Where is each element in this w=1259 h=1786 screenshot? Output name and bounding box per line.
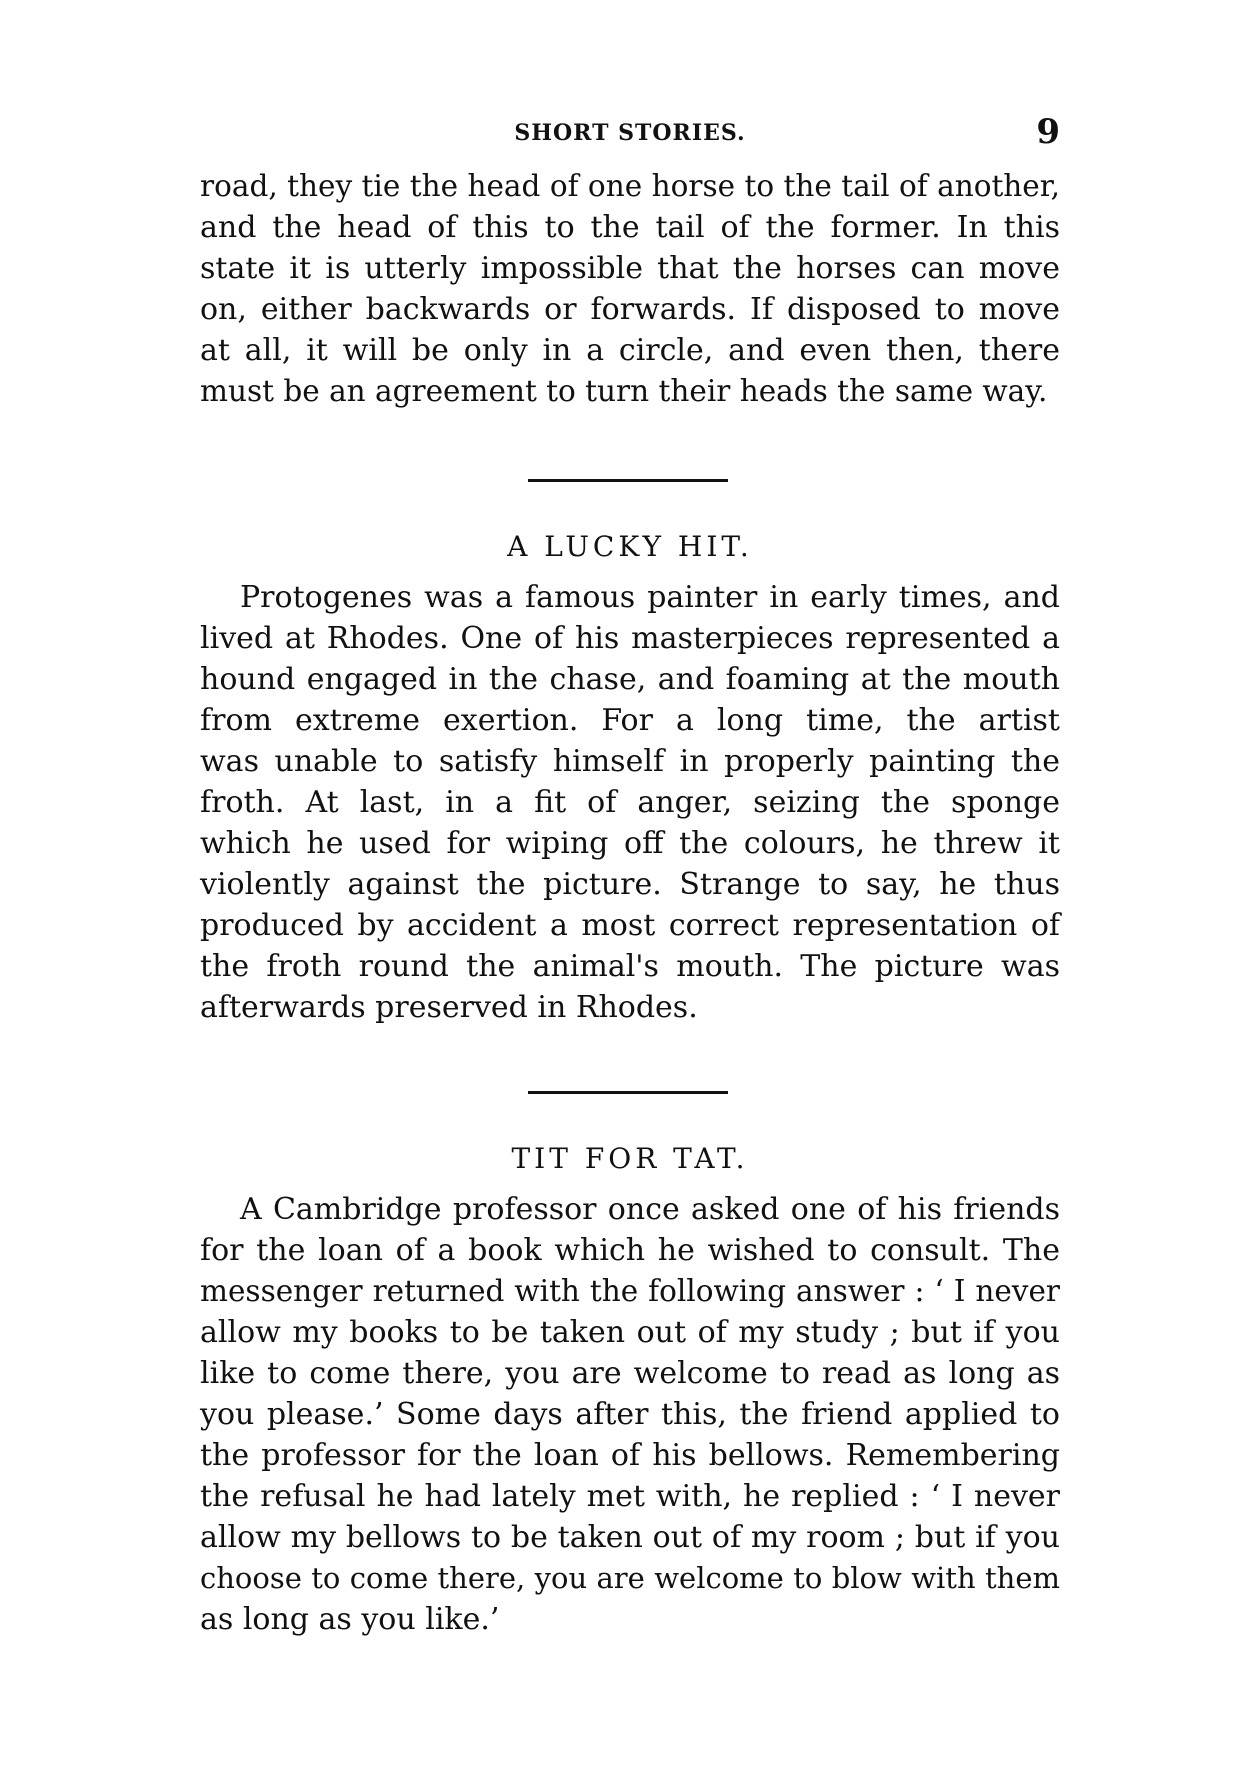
section-divider (528, 1091, 728, 1094)
intro-paragraph (200, 166, 1060, 412)
story-title-tit-for-tat: TIT FOR TAT. (511, 1142, 749, 1175)
story-paragraph-lucky-hit (200, 577, 1060, 1028)
text-line: hound engaged in the chase, and foaming at the mouth (200, 662, 1060, 697)
text-line: violently against the picture. Strange to say, he thus (200, 867, 1060, 902)
text-line: afterwards preserved in Rhodes. (200, 990, 698, 1025)
text-line: on, either backwards or forwards. If disposed to move (200, 292, 1060, 327)
text-line: from extreme exertion. For a long time, the artist (200, 703, 1060, 738)
text-line: allow my bellows to be taken out of my room ; but if you (200, 1520, 1060, 1555)
story-title-lucky-hit: A LUCKY HIT. (507, 530, 753, 563)
page-number: 9 (1036, 112, 1060, 152)
text-line: as long as you like.’ (200, 1602, 500, 1637)
running-head (200, 112, 1060, 152)
text-line: the froth round the animal's mouth. The picture was (200, 949, 1060, 984)
story-paragraph-tit-for-tat (200, 1189, 1060, 1640)
text-line: the refusal he had lately met with, he replied : ‘ I never (200, 1479, 1060, 1514)
text-line: was unable to satisfy himself in properly painting the (200, 744, 1060, 779)
text-line: must be an agreement to turn their heads the same way. (200, 374, 1048, 408)
text-line: like to come there, you are welcome to read as long as (200, 1356, 1060, 1391)
text-line: the professor for the loan of his bellows. Remembering (200, 1438, 1060, 1473)
text-line: choose to come there, you are welcome to blow with them (200, 1561, 1060, 1595)
text-line: and the head of this to the tail of the former. In this (200, 210, 1060, 245)
section-divider (528, 479, 728, 482)
text-line: which he used for wiping off the colours, he threw it (200, 826, 1060, 861)
text-line: froth. At last, in a fit of anger, seizing the sponge (200, 785, 1060, 820)
text-line: produced by accident a most correct representation of (200, 908, 1060, 943)
text-line: at all, it will be only in a circle, and even then, there (200, 333, 1060, 368)
text-line: messenger returned with the following answer : ‘ I never (200, 1274, 1060, 1308)
text-line: for the loan of a book which he wished to consult. The (200, 1233, 1060, 1268)
text-line: A Cambridge professor once asked one of his friends (240, 1192, 1060, 1227)
text-line: you please.’ Some days after this, the friend applied to (200, 1397, 1060, 1432)
text-line: lived at Rhodes. One of his masterpieces represented a (200, 621, 1060, 656)
text-line: allow my books to be taken out of my study ; but if you (200, 1315, 1060, 1350)
text-line: state it is utterly impossible that the horses can move (200, 251, 1060, 286)
running-title: SHORT STORIES. (514, 120, 746, 146)
text-line: Protogenes was a famous painter in early times, and (240, 580, 1060, 615)
text-line: road, they tie the head of one horse to the tail of another, (200, 169, 1060, 203)
